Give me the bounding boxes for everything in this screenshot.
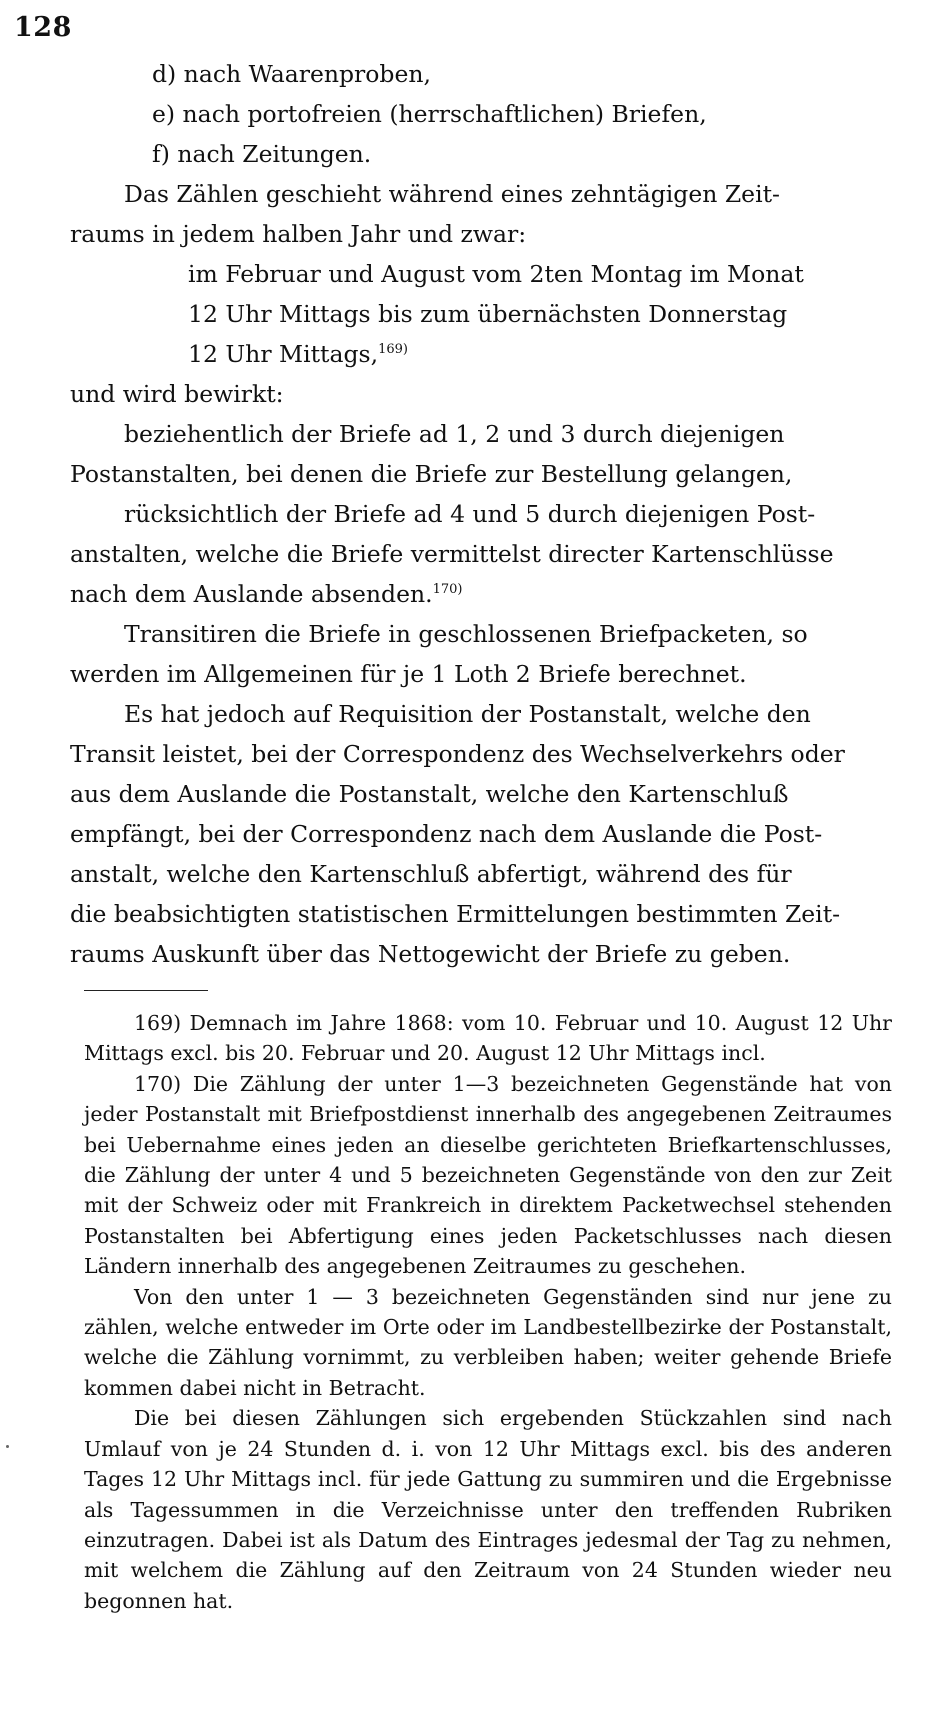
text-line-content: empfängt, bei der Correspondenz nach dem Auslande die Post- bbox=[70, 820, 823, 848]
text-line-content: Postanstalten, bei denen die Briefe zur Bestellung gelangen, bbox=[70, 460, 793, 488]
text-line bbox=[70, 894, 890, 934]
text-line-content: Transit leistet, bei der Correspondenz des Wechselverkehrs oder bbox=[70, 740, 845, 768]
text-line bbox=[70, 254, 890, 294]
text-line-content: anstalt, welche den Kartenschluß abfertigt, während des für bbox=[70, 860, 792, 888]
text-line bbox=[70, 334, 890, 374]
footnotes-block bbox=[84, 1008, 892, 1616]
text-line-content: Transitiren die Briefe in geschlossenen Briefpacketen, so bbox=[124, 620, 808, 648]
footnote-paragraph: Von den unter 1 — 3 bezeichneten Gegenständen sind nur jene zu zählen, welche entweder im Orte oder im Landbestellbezirke der Postanstalt, welche die Zählung vornimmt, zu verbleiben haben; weiter gehende Briefe kommen dabei nicht in Betracht. bbox=[84, 1284, 892, 1400]
text-line-content: werden im Allgemeinen für je 1 Loth 2 Briefe berechnet. bbox=[70, 660, 747, 688]
text-line-content: raums in jedem halben Jahr und zwar: bbox=[70, 220, 527, 248]
text-line-content: beziehentlich der Briefe ad 1, 2 und 3 durch diejenigen bbox=[124, 420, 785, 448]
text-line bbox=[70, 374, 890, 414]
text-line bbox=[70, 214, 890, 254]
footnote-separator bbox=[84, 990, 208, 991]
text-line-content: im Februar und August vom 2ten Montag im Monat bbox=[188, 260, 804, 288]
text-line-content: e) nach portofreien (herrschaftlichen) Briefen, bbox=[152, 100, 707, 128]
text-line-content: 12 Uhr Mittags, bbox=[188, 340, 379, 368]
text-line bbox=[70, 534, 890, 574]
text-line bbox=[70, 174, 890, 214]
text-line bbox=[70, 414, 890, 454]
text-line bbox=[70, 94, 890, 134]
text-line bbox=[70, 774, 890, 814]
footnote-paragraph: Die bei diesen Zählungen sich ergebenden Stückzahlen sind nach Umlauf von je 24 Stunden d. i. von 12 Uhr Mittags excl. bis des anderen Tages 12 Uhr Mittags incl. für jede Gattung zu summiren und die Ergebnisse als Tagessummen in die Verzeichnisse unter den treffenden Rubriken einzutragen. Dabei ist als Datum des Eintrages jedesmal der Tag zu nehmen, mit welchem die Zählung auf den Zeitraum von 24 Stunden wieder neu begonnen hat. bbox=[84, 1406, 892, 1613]
text-line bbox=[70, 734, 890, 774]
text-line-content: die beabsichtigten statistischen Ermittelungen bestimmten Zeit- bbox=[70, 900, 841, 928]
text-line-content: aus dem Auslande die Postanstalt, welche den Kartenschluß bbox=[70, 780, 789, 808]
text-line bbox=[70, 294, 890, 334]
footnote-reference: 169) bbox=[378, 342, 408, 358]
text-line bbox=[70, 494, 890, 534]
text-line bbox=[70, 54, 890, 94]
text-line-content: Das Zählen geschieht während eines zehntägigen Zeit- bbox=[124, 180, 780, 208]
text-line-content: d) nach Waarenproben, bbox=[152, 60, 431, 88]
text-line bbox=[70, 574, 890, 614]
text-line-content: 12 Uhr Mittags bis zum übernächsten Donnerstag bbox=[188, 300, 788, 328]
text-line bbox=[70, 854, 890, 894]
print-speck bbox=[6, 1445, 9, 1448]
text-line bbox=[70, 614, 890, 654]
page-number: 128 bbox=[14, 12, 72, 43]
footnote-paragraph: 170) Die Zählung der unter 1—3 bezeichneten Gegenstände hat von jeder Postanstalt mit Briefpostdienst innerhalb des angegebenen Zeitraumes bei Uebernahme eines jeden an dieselbe gerichteten Briefkartenschlusses, die Zählung der unter 4 und 5 bezeichneten Gegenstände von den zur Zeit mit der Schweiz oder mit Frankreich in direktem Packetwechsel stehenden Postanstalten bei Abfertigung eines jeden Packetschlusses nach diesen Ländern innerhalb des angegebenen Zeitraumes zu geschehen. bbox=[84, 1071, 892, 1279]
text-line bbox=[70, 654, 890, 694]
main-text-block bbox=[70, 54, 890, 974]
text-line-content: anstalten, welche die Briefe vermittelst directer Kartenschlüsse bbox=[70, 540, 834, 568]
text-line-content: f) nach Zeitungen. bbox=[152, 140, 372, 168]
text-line-content: und wird bewirkt: bbox=[70, 380, 284, 408]
text-line bbox=[70, 934, 890, 974]
text-line-content: nach dem Auslande absenden. bbox=[70, 580, 433, 608]
text-line bbox=[70, 454, 890, 494]
footnote-paragraph: 169) Demnach im Jahre 1868: vom 10. Februar und 10. August 12 Uhr Mittags excl. bis 20. Februar und 20. August 12 Uhr Mittags incl. bbox=[84, 1011, 892, 1066]
text-line-content: rücksichtlich der Briefe ad 4 und 5 durch diejenigen Post- bbox=[124, 500, 816, 528]
text-line-content: Es hat jedoch auf Requisition der Postanstalt, welche den bbox=[124, 700, 811, 728]
text-line bbox=[70, 134, 890, 174]
text-line-content: raums Auskunft über das Nettogewicht der Briefe zu geben. bbox=[70, 940, 791, 968]
text-line bbox=[70, 814, 890, 854]
text-line bbox=[70, 694, 890, 734]
footnote-reference: 170) bbox=[432, 582, 463, 598]
